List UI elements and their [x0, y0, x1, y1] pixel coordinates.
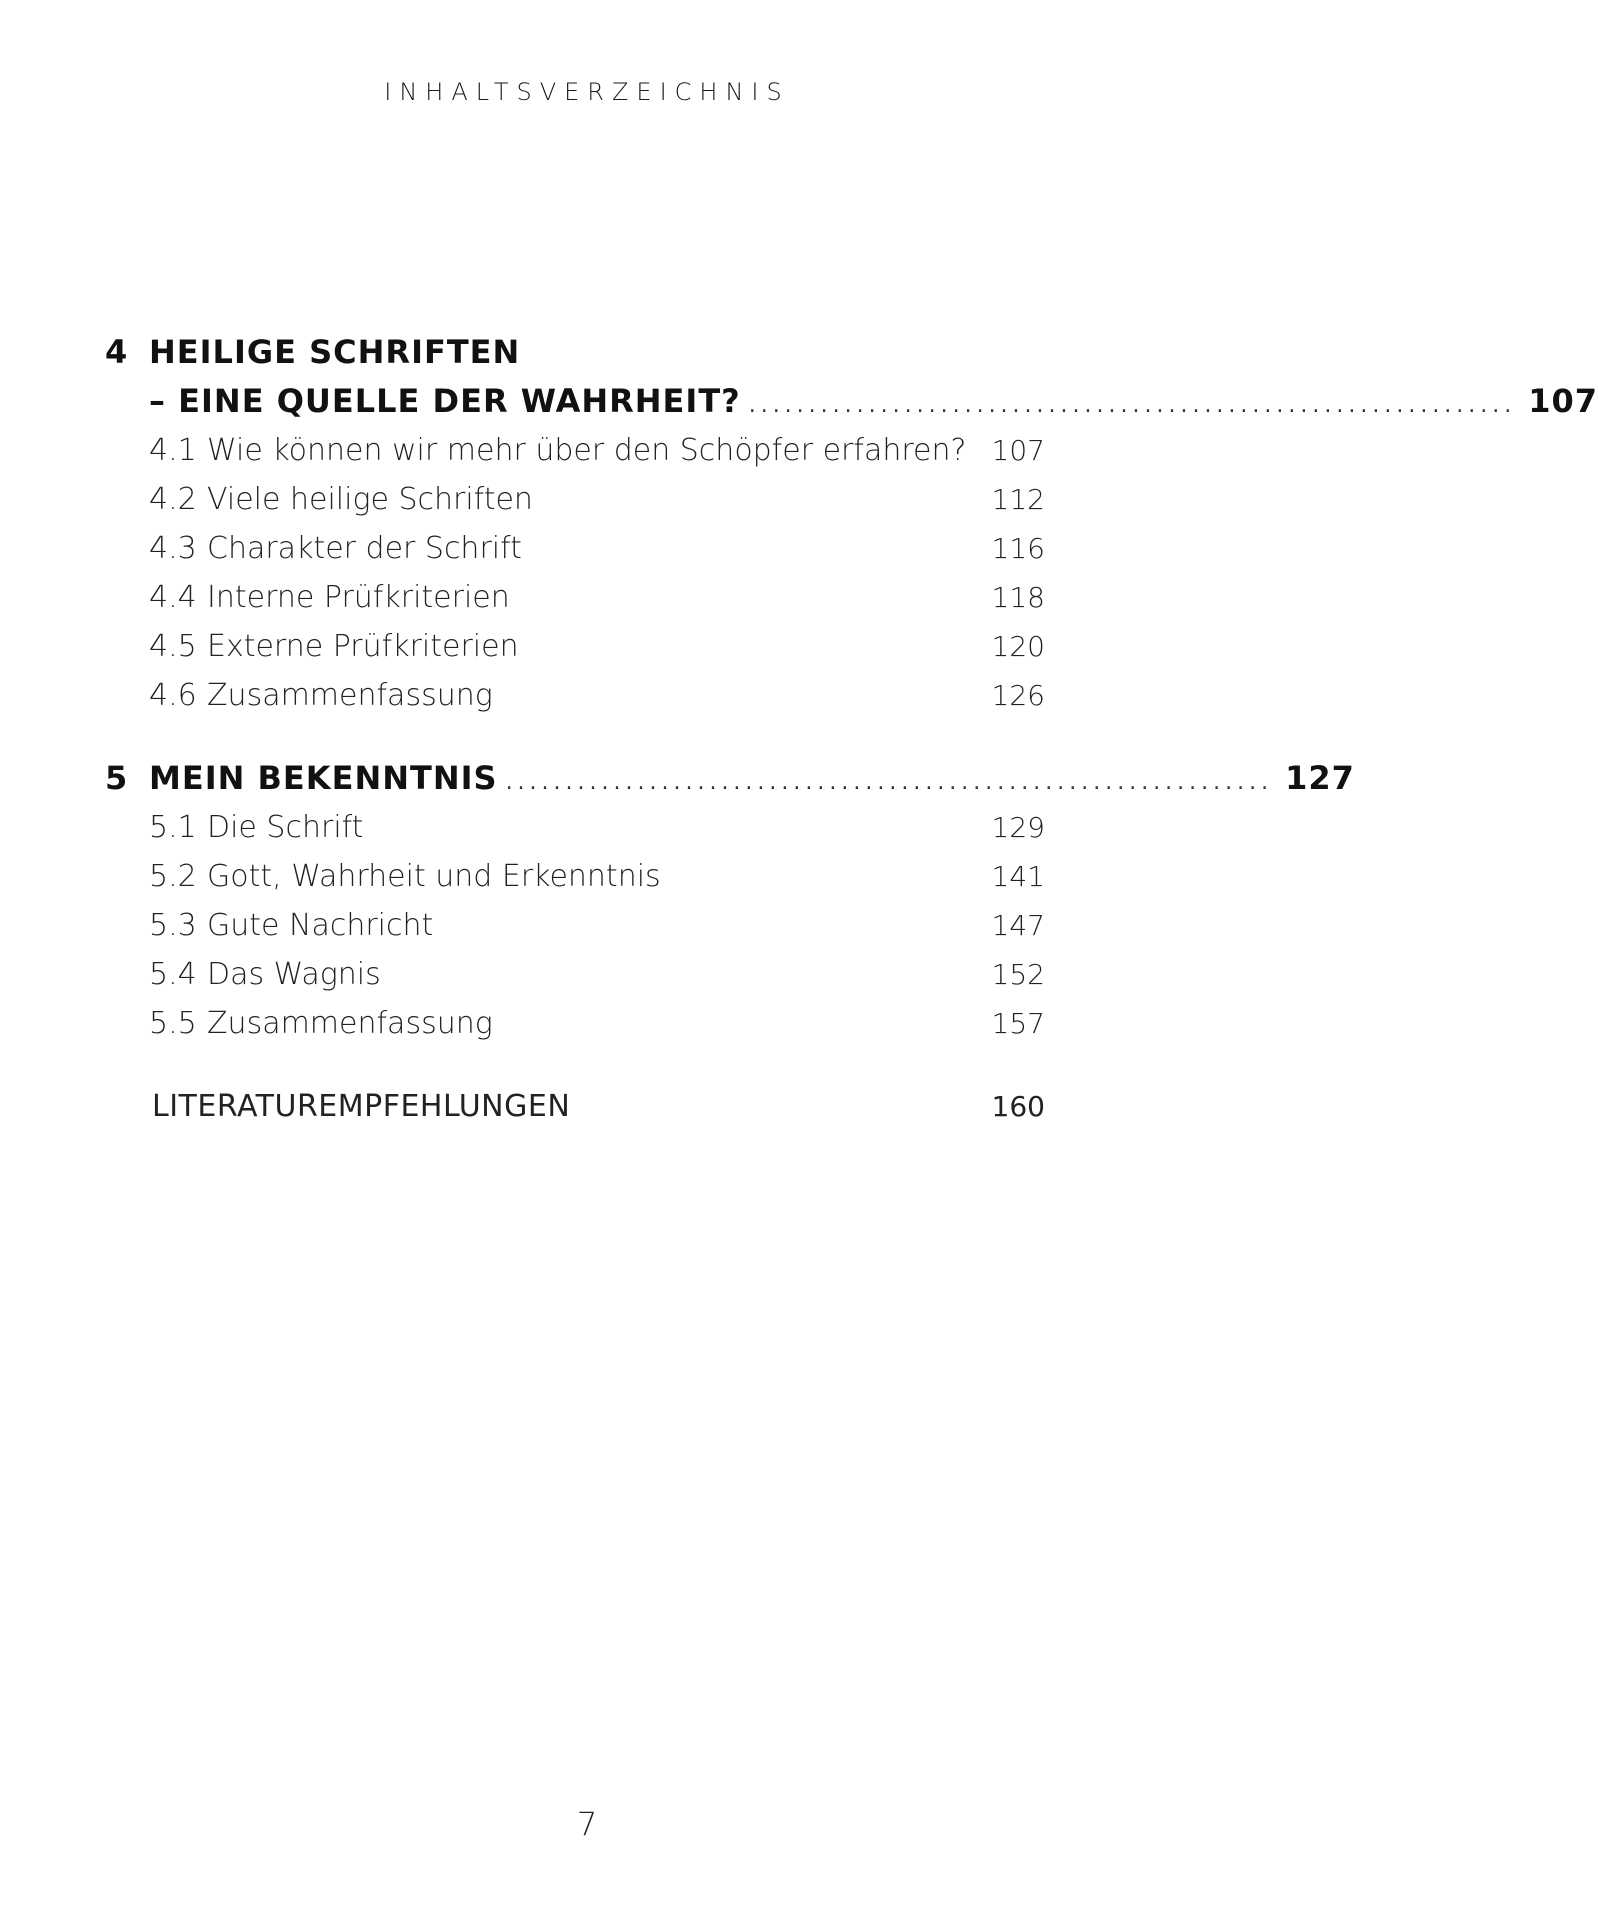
chapter-4-heading-line1[interactable]	[105, 328, 1045, 377]
dot-leader: ................................................................	[748, 393, 1517, 418]
chapter-5	[105, 754, 1355, 1048]
section-page-number: 107	[991, 434, 1045, 467]
section-number: 4.5	[149, 629, 197, 664]
toc-entry[interactable]	[105, 803, 1045, 852]
section-title: Zusammenfassung	[207, 678, 493, 713]
section-page-number: 129	[991, 811, 1045, 844]
section-page-number: 116	[991, 532, 1045, 565]
section-number: 4.2	[149, 482, 197, 517]
toc-entry[interactable]	[105, 901, 1045, 950]
section-page-number: 126	[991, 679, 1045, 712]
page-number: 7	[576, 1805, 598, 1843]
section-title: Viele heilige Schriften	[207, 482, 533, 517]
toc-entry[interactable]	[105, 950, 1045, 999]
chapter-number: 5	[105, 759, 129, 797]
section-title: Wie können wir mehr über den Schöpfer erfahren?	[207, 433, 967, 468]
section-title: Externe Prüfkriterien	[207, 629, 519, 664]
toc-entry[interactable]	[105, 622, 1045, 671]
section-page-number: 157	[991, 1007, 1045, 1040]
section-number: 4.4	[149, 580, 197, 615]
section-title: Interne Prüfkriterien	[207, 580, 510, 615]
section-number: 5.4	[149, 957, 197, 992]
section-number: 4.3	[149, 531, 197, 566]
section-title: Charakter der Schrift	[207, 531, 522, 566]
section-title: Gott, Wahrheit und Erkenntnis	[207, 859, 661, 894]
toc-entry[interactable]	[105, 426, 1045, 475]
table-of-contents	[105, 328, 1598, 1131]
chapter-5-heading[interactable]	[105, 754, 1355, 803]
toc-entry[interactable]	[105, 999, 1045, 1048]
toc-entry-literature[interactable]	[105, 1082, 1045, 1131]
section-page-number: 141	[991, 860, 1045, 893]
section-number: 5.3	[149, 908, 197, 943]
chapter-title: MEIN BEKENNTNIS	[149, 759, 498, 797]
section-number: 4.1	[149, 433, 197, 468]
chapter-title-continued: – EINE QUELLE DER WAHRHEIT?	[149, 382, 741, 420]
literature-title: LITERATUREMPFEHLUNGEN	[152, 1089, 571, 1124]
section-title: Gute Nachricht	[207, 908, 434, 943]
toc-entry[interactable]	[105, 573, 1045, 622]
section-page-number: 152	[991, 958, 1045, 991]
toc-entry[interactable]	[105, 852, 1045, 901]
section-title: Zusammenfassung	[207, 1006, 493, 1041]
section-title: Die Schrift	[207, 810, 364, 845]
literature-page-number: 160	[991, 1090, 1045, 1123]
section-page-number: 147	[991, 909, 1045, 942]
section-title: Das Wagnis	[207, 957, 381, 992]
section-page-number: 112	[991, 483, 1045, 516]
toc-entry[interactable]	[105, 524, 1045, 573]
chapter-number: 4	[105, 333, 129, 371]
chapter-4	[105, 328, 1598, 720]
section-page-number: 120	[991, 630, 1045, 663]
chapter-title: HEILIGE SCHRIFTEN	[149, 333, 521, 371]
running-head: INHALTSVERZEICHNIS	[384, 78, 790, 106]
chapter-4-heading-line2[interactable]	[105, 377, 1598, 426]
section-page-number: 118	[991, 581, 1045, 614]
chapter-page-number: 107	[1528, 382, 1598, 420]
section-number: 5.1	[149, 810, 197, 845]
toc-entry[interactable]	[105, 671, 1045, 720]
dot-leader: ................................................................	[505, 770, 1274, 795]
section-number: 5.5	[149, 1006, 197, 1041]
section-number: 5.2	[149, 859, 197, 894]
chapter-page-number: 127	[1285, 759, 1355, 797]
section-number: 4.6	[149, 678, 197, 713]
toc-entry[interactable]	[105, 475, 1045, 524]
